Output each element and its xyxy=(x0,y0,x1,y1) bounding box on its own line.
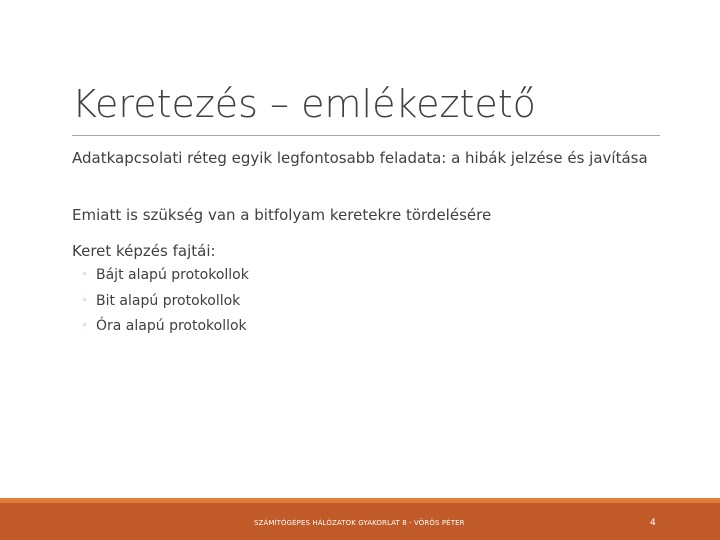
list-item xyxy=(82,317,249,343)
page-number: 4 xyxy=(650,518,656,528)
paragraph-framing-types: Keret képzés fajtái: xyxy=(72,242,216,260)
bullet-circle-icon: ◦ xyxy=(82,295,88,306)
paragraph-reason: Emiatt is szükség van a bitfolyam keretekre tördelésére xyxy=(72,206,492,224)
list-item xyxy=(82,266,249,292)
footer-accent-stripe xyxy=(0,498,720,503)
list-item xyxy=(82,292,249,318)
title-divider xyxy=(72,135,660,136)
list-item-label: Óra alapú protokollok xyxy=(96,318,247,334)
paragraph-purpose: Adatkapcsolati réteg egyik legfontosabb feladata: a hibák jelzése és javítása xyxy=(72,149,648,167)
framing-types-list xyxy=(82,266,249,343)
list-item-label: Bájt alapú protokollok xyxy=(96,267,249,283)
footer-text: SZÁMÍTÓGÉPES HÁLÓZATOK GYAKORLAT 8 - VÖRÖS PÉTER xyxy=(254,519,465,527)
bullet-circle-icon: ◦ xyxy=(82,270,88,280)
slide-title: Keretezés – emlékeztető xyxy=(72,82,536,126)
bullet-circle-icon: ◦ xyxy=(82,321,88,331)
list-item-label: Bit alapú protokollok xyxy=(96,292,241,309)
